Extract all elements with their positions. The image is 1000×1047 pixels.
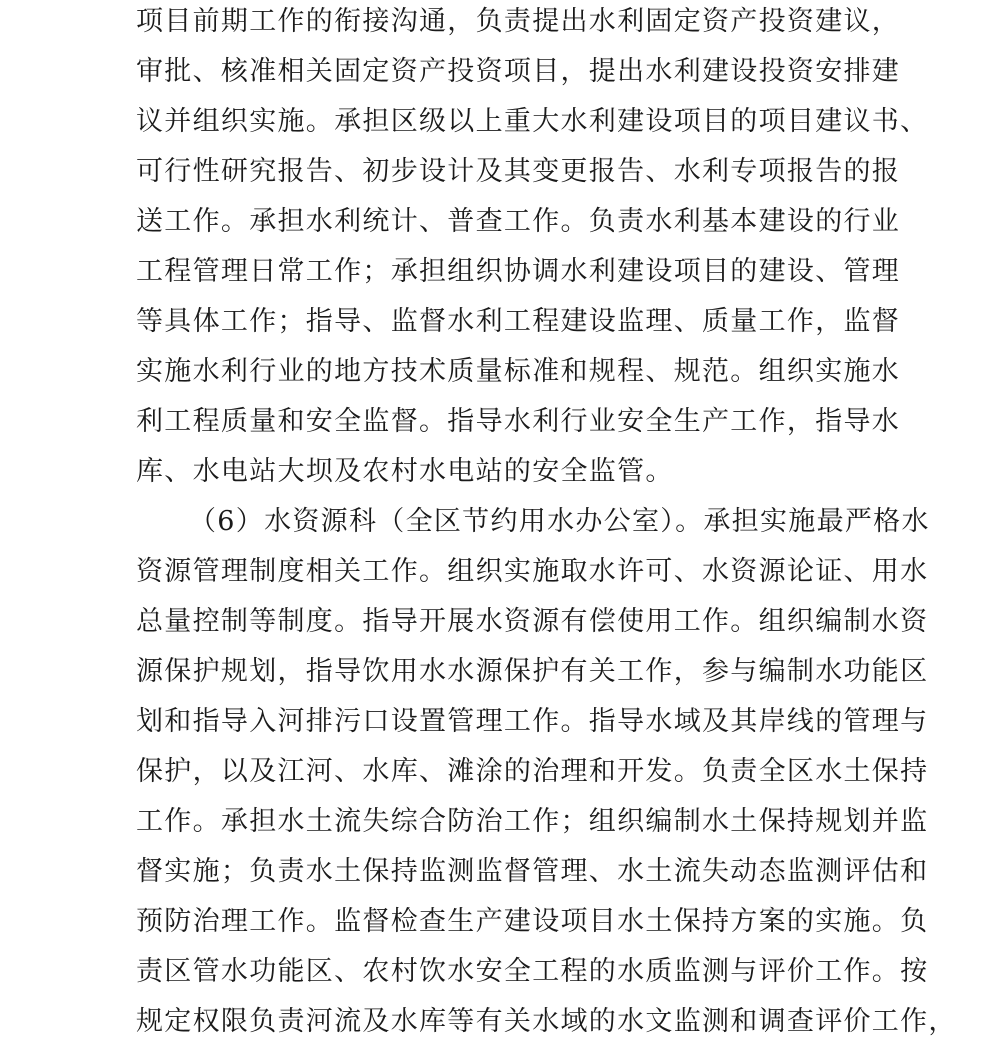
text-line: 等具体工作；指导、监督水利工程建设监理、质量工作，监督 <box>136 306 901 337</box>
text-line: 项目前期工作的衔接沟通，负责提出水利固定资产投资建议， <box>136 6 901 37</box>
text-line: 保护，以及江河、水库、滩涂的治理和开发。负责全区水土保持 <box>136 756 929 787</box>
text-line: 资源管理制度相关工作。组织实施取水许可、水资源论证、用水 <box>136 556 929 587</box>
text-line: 源保护规划，指导饮用水水源保护有关工作，参与编制水功能区 <box>136 656 929 687</box>
text-line: 预防治理工作。监督检查生产建设项目水土保持方案的实施。负 <box>136 906 929 937</box>
text-line: 划和指导入河排污口设置管理工作。指导水域及其岸线的管理与 <box>136 706 929 737</box>
section-heading-line: （6）水资源科（全区节约用水办公室）。承担实施最严格水 <box>189 506 930 537</box>
text-line: 送工作。承担水利统计、普查工作。负责水利基本建设的行业 <box>136 206 901 237</box>
text-line: 实施水利行业的地方技术质量标准和规程、规范。组织实施水 <box>136 356 901 387</box>
text-line: 工程管理日常工作；承担组织协调水利建设项目的建设、管理 <box>136 256 901 287</box>
text-line: 库、水电站大坝及农村水电站的安全监管。 <box>136 456 674 487</box>
text-line: 议并组织实施。承担区级以上重大水利建设项目的项目建议书、 <box>136 106 929 137</box>
text-line: 工作。承担水土流失综合防治工作；组织编制水土保持规划并监 <box>136 806 929 837</box>
text-line: 规定权限负责河流及水库等有关水域的水文监测和调查评价工作， <box>136 1006 957 1037</box>
text-line: 审批、核准相关固定资产投资项目，提出水利建设投资安排建 <box>136 56 901 87</box>
text-line: 总量控制等制度。指导开展水资源有偿使用工作。组织编制水资 <box>136 606 929 637</box>
text-line: 利工程质量和安全监督。指导水利行业安全生产工作，指导水 <box>136 406 901 437</box>
text-line: 可行性研究报告、初步设计及其变更报告、水利专项报告的报 <box>136 156 901 187</box>
text-line: 责区管水功能区、农村饮水安全工程的水质监测与评价工作。按 <box>136 956 929 987</box>
text-line: 督实施；负责水土保持监测监督管理、水土流失动态监测评估和 <box>136 856 929 887</box>
